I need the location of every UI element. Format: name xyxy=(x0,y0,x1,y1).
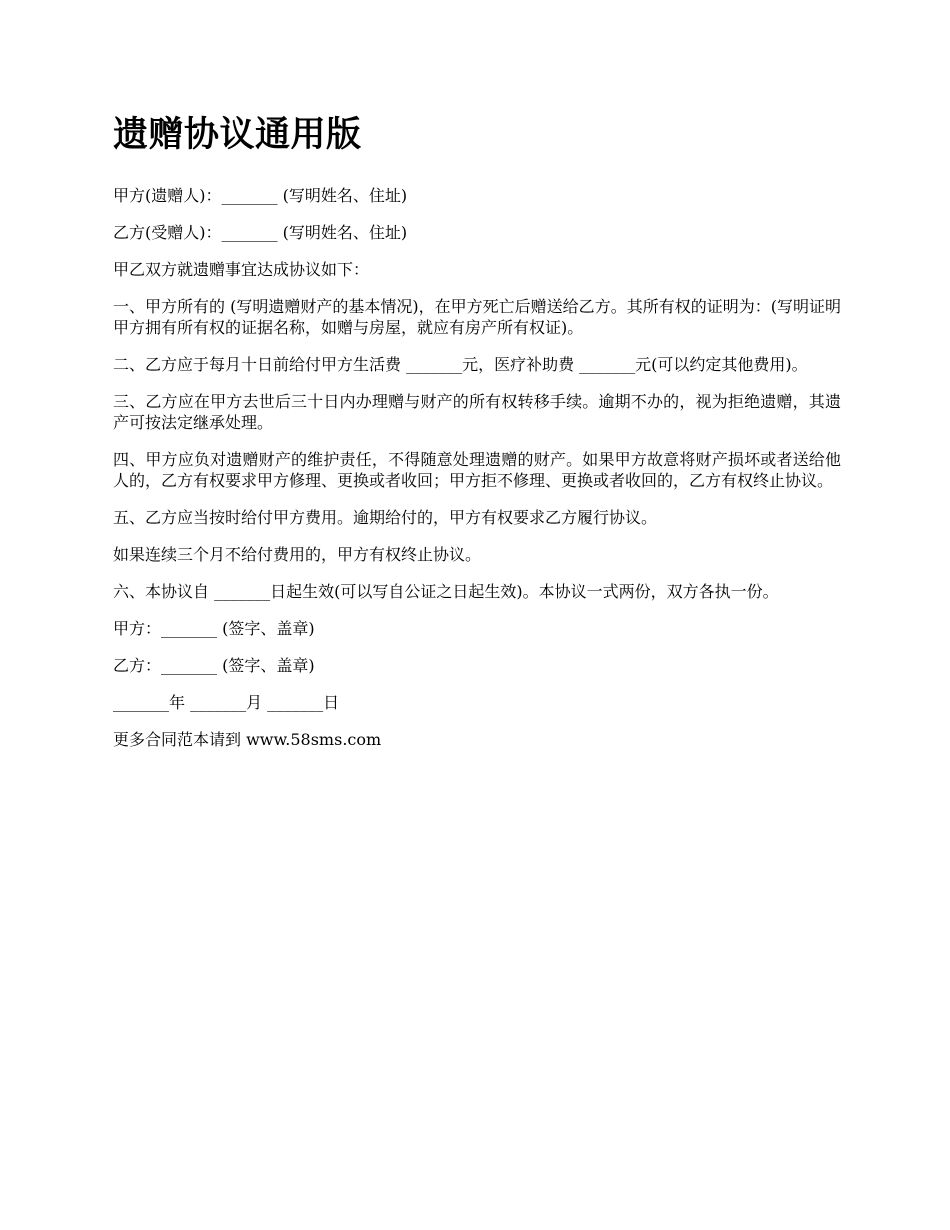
document-page xyxy=(113,112,841,766)
clause-5-note: 如果连续三个月不给付费用的，甲方有权终止协议。 xyxy=(113,545,482,564)
footer-note: 更多合同范本请到 www.58sms.com xyxy=(113,730,382,749)
party-b-line: 乙方(受赠人)：_______ (写明姓名、住址) xyxy=(113,223,408,242)
clause-3: 三、乙方应在甲方去世后三十日内办理赠与财产的所有权转移手续。逾期不办的，视为拒绝遗赠，其遗产可按法定继承处理。 xyxy=(113,392,841,432)
party-a-line: 甲方(遗赠人)：_______ (写明姓名、住址) xyxy=(113,186,408,205)
clause-1: 一、甲方所有的 (写明遗赠财产的基本情况)，在甲方死亡后赠送给乙方。其所有权的证明为：(写明证明甲方拥有所有权的证据名称，如赠与房屋，就应有房产所有权证)。 xyxy=(113,297,841,337)
agreement-intro: 甲乙双方就遗赠事宜达成协议如下： xyxy=(113,260,370,279)
date-line: _______年 _______月 _______日 xyxy=(113,693,340,712)
clause-4: 四、甲方应负对遗赠财产的维护责任，不得随意处理遗赠的财产。如果甲方故意将财产损坏或者送给他人的，乙方有权要求甲方修理、更换或者收回；甲方拒不修理、更换或者收回的，乙方有权终止协议。 xyxy=(113,450,841,490)
clause-5: 五、乙方应当按时给付甲方费用。逾期给付的，甲方有权要求乙方履行协议。 xyxy=(113,508,658,527)
party-a-signature: 甲方：_______ (签字、盖章) xyxy=(113,619,315,638)
clause-6: 六、本协议自 _______日起生效(可以写自公证之日起生效)。本协议一式两份，双方各执一份。 xyxy=(113,582,779,601)
document-title: 遗赠协议通用版 xyxy=(113,114,362,155)
party-b-signature: 乙方：_______ (签字、盖章) xyxy=(113,656,315,675)
clause-2: 二、乙方应于每月十日前给付甲方生活费 _______元，医疗补助费 _______元(可以约定其他费用)。 xyxy=(113,355,808,374)
